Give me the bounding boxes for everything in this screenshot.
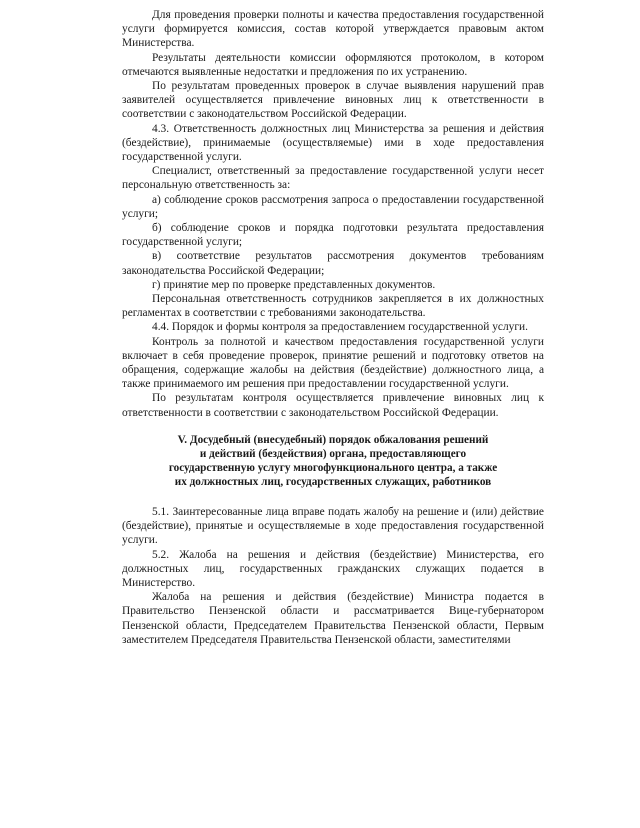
paragraph-control-results: По результатам контроля осуществляется привлечение виновных лиц к ответственности в соответствии с законодательством Российской Федерации. xyxy=(122,392,544,419)
section-heading xyxy=(122,433,544,489)
list-item-v: в) соответствие результатов рассмотрения документов требованиям законодательства Российской Федерации; xyxy=(122,250,544,277)
list-item-a: а) соблюдение сроков рассмотрения запроса о предоставлении государственной услуги; xyxy=(122,193,544,220)
paragraph-4-3: 4.3. Ответственность должностных лиц Министерства за решения и действия (бездействие), принимаемые (осуществляемые) ими в ходе предоставления государственной услуги. xyxy=(122,122,544,164)
paragraph-personal-responsibility: Персональная ответственность сотрудников закрепляется в их должностных регламентах в соответствии с требованиями законодательства. xyxy=(122,293,544,320)
paragraph-violations: По результатам проведенных проверок в случае выявления нарушений прав заявителей осуществляется привлечение виновных лиц к ответственности в соответствии с законодательством Российской Федерации. xyxy=(122,80,544,121)
paragraph-specialist: Специалист, ответственный за предоставление государственной услуги несет персональную ответственность за: xyxy=(122,165,544,192)
heading-line-2: и действий (бездействия) органа, предоставляющего xyxy=(199,447,467,460)
paragraph-5-2: 5.2. Жалоба на решения и действия (бездействие) Министерства, его должностных лиц, государственных гражданских служащих подается в Министерство. xyxy=(122,548,544,589)
paragraph-4-4: 4.4. Порядок и формы контроля за предоставлением государственной услуги. xyxy=(152,321,528,334)
paragraph-5-1: 5.1. Заинтересованные лица вправе подать жалобу на решение и (или) действие (бездействие), принятые и осуществляемые в ходе предоставления государственной услуги. xyxy=(122,505,544,547)
paragraph-commission-results: Результаты деятельности комиссии оформляются протоколом, в котором отмечаются выявленные недостатки и предложения по их устранению. xyxy=(122,51,544,78)
heading-line-4: их должностных лиц, государственных служащих, работников xyxy=(174,475,492,488)
heading-line-3: государственную услугу многофункционального центра, а также xyxy=(168,461,498,474)
paragraph-control: Контроль за полнотой и качеством предоставления государственной услуги включает в себя проведение проверок, принятие решений и подготовку ответов на обращения, содержащие жалобы на действия (бездействие) должностного лица, а также принимаемого им решения при предоставлении государственной услуги. xyxy=(122,335,544,391)
heading-line-1: V. Досудебный (внесудебный) порядок обжалования решений xyxy=(177,433,489,446)
paragraph-commission: Для проведения проверки полноты и качества предоставления государственной услуги формируется комиссия, состав которой утверждается правовым актом Министерства. xyxy=(122,9,544,50)
document-page xyxy=(122,8,544,647)
paragraph-minister-complaint: Жалоба на решения и действия (бездействие) Министра подается в Правительство Пензенской области и рассматривается Вице-губернатором Пензенской области, Председателем Правительства Пензенской области, Первым заместителем Председателя Правительства Пензенской области, заместителями xyxy=(122,591,544,646)
list-item-b: б) соблюдение сроков и порядка подготовки результата предоставления государственной услуги; xyxy=(122,222,544,249)
list-item-g: г) принятие мер по проверке представленных документов. xyxy=(152,278,436,291)
